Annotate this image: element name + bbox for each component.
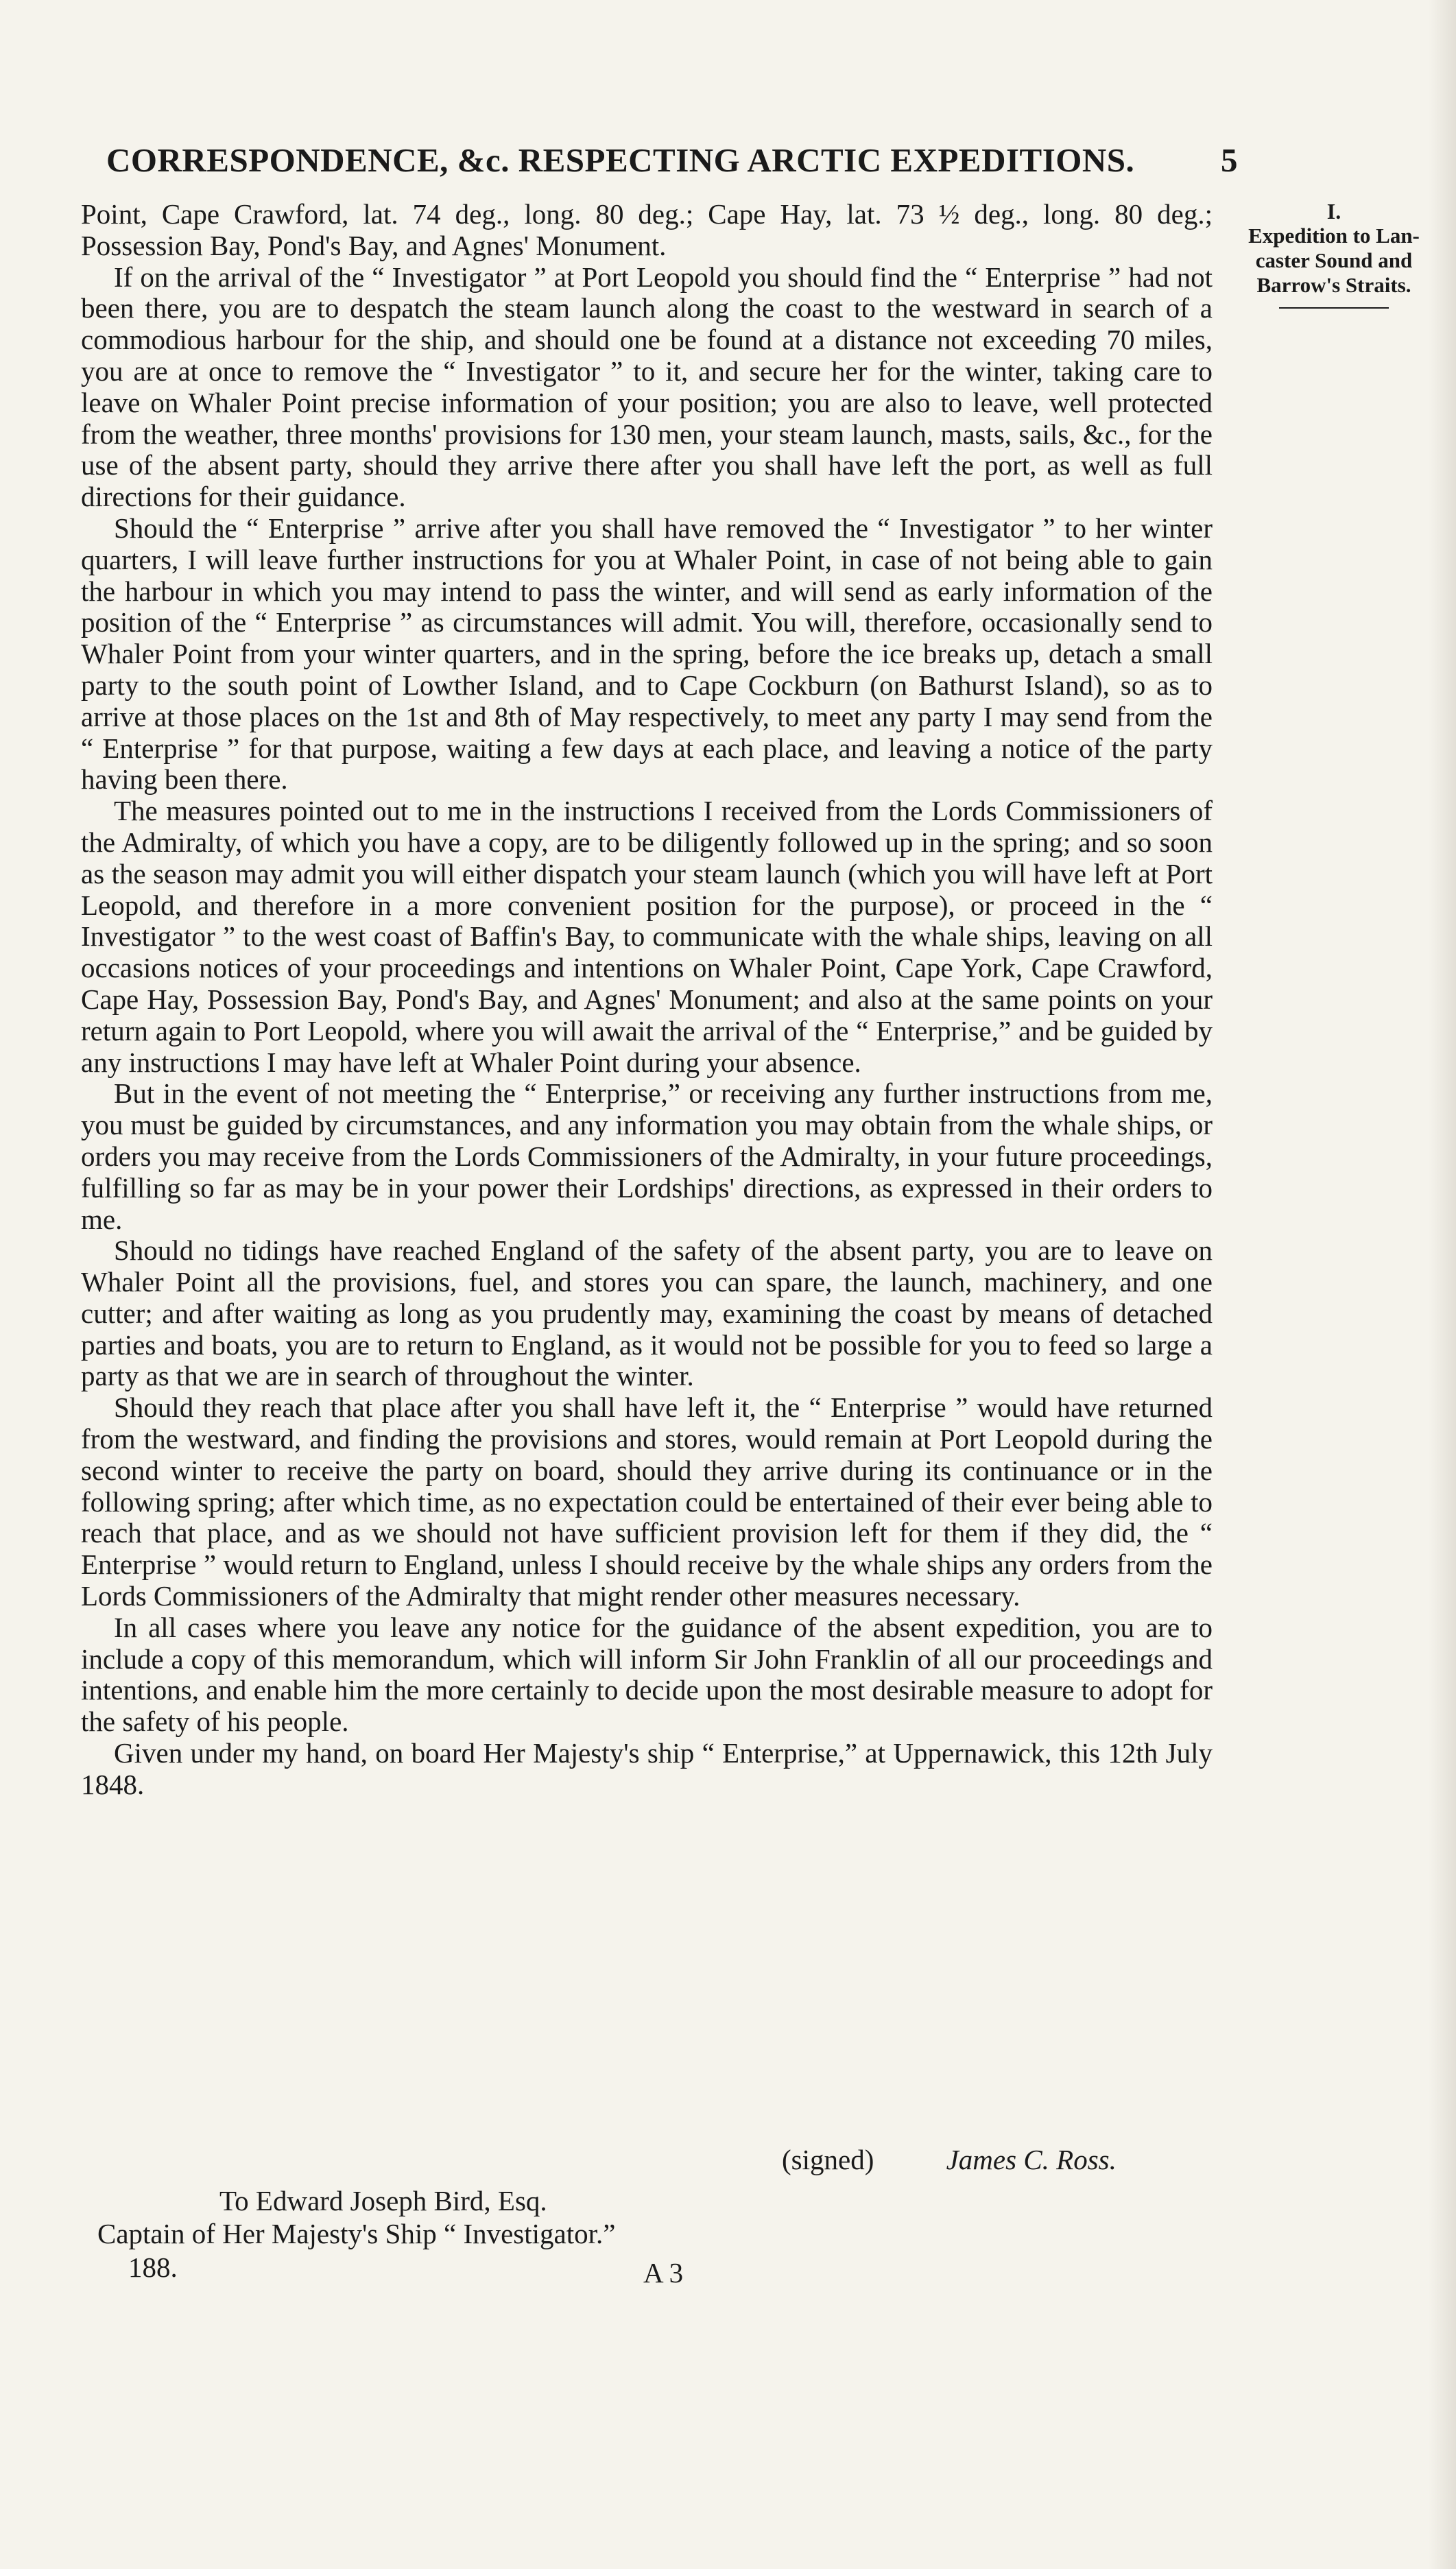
page-number: 5: [1221, 141, 1238, 179]
document-number: 188.: [128, 2251, 178, 2283]
paragraph-8: In all cases where you leave any notice for the guidance of the absent expedition, you are to include a copy of this memorandum, which will inform Sir John Franklin of all our proceedings and intentions, and enable him the more certainly to decide upon the most desirable measure to adopt for the safety of his people.: [81, 1611, 1213, 1738]
margin-note-rule: [1279, 307, 1389, 309]
margin-note-line-1: Expedition to Lan-: [1248, 224, 1420, 248]
paragraph-7: Should they reach that place after you shall have left it, the “ Enterprise ” would have returned from the westward, and finding the provisions and stores, would remain at Port Leopold during the second winter to receive the party on board, should they arrive during its continuance or in the following spring; after which time, as no expectation could be entertained of their ever being able to reach that place, and as we should not have sufficient provision left for them if they did, the “ Enterprise ” would return to England, unless I should receive by the whale ships any orders from the Lords Commissioners of the Admiralty that might render other measures necessary.: [81, 1391, 1213, 1612]
running-header: [106, 141, 1238, 180]
addressee-line-1: To Edward Joseph Bird, Esq.: [219, 2185, 547, 2216]
margin-note: [1224, 199, 1444, 309]
margin-note-number: I.: [1326, 199, 1341, 224]
paragraph-6: Should no tidings have reached England of the safety of the absent party, you are to leave on Whaler Point all the provisions, fuel, and stores you can spare, the launch, machinery, and one cutter; and after waiting as long as you prudently may, examining the coast by means of detached parties and boats, you are to return to England, as it would not be possible for you to feed so large a party as that we are in search of throughout the winter.: [81, 1234, 1213, 1392]
addressee-line-2: Captain of Her Majesty's Ship “ Investigator.”: [97, 2218, 616, 2249]
signature-line: [782, 2143, 1117, 2176]
body-text: [81, 199, 1213, 1801]
paragraph-1: Point, Cape Crawford, lat. 74 deg., long. 80 deg.; Cape Hay, lat. 73 ½ deg., long. 80 deg.; Possession Bay, Pond's Bay, and Agnes' Monument.: [81, 198, 1213, 261]
signed-label: (signed): [782, 2144, 874, 2175]
printer-signature-mark: A 3: [643, 2257, 684, 2289]
paragraph-2: If on the arrival of the “ Investigator ” at Port Leopold you should find the “ Enterprise ” had not been there, you are to despatch the steam launch along the coast to the westward in search of a commodious harbour for the ship, and should one be found at a distance not exceeding 70 miles, you are at once to remove the “ Investigator ” to it, and secure her for the winter, taking care to leave on Whaler Point precise information of your position; you are also to leave, well protected from the weather, three months' provisions for 130 men, your steam launch, masts, sails, &c., for the use of the absent party, should they arrive there after you shall have left the port, as well as full directions for their guidance.: [81, 261, 1213, 513]
paragraph-5: But in the event of not meeting the “ Enterprise,” or receiving any further instructions from me, you must be guided by circumstances, and any information you may obtain from the whale ships, or orders you may receive from the Lords Commissioners of the Admiralty, in your future proceedings, fulfilling so far as may be in your power their Lordships' directions, as expressed in their orders to me.: [81, 1077, 1213, 1235]
margin-note-line-2: caster Sound and: [1255, 248, 1413, 272]
page-edge-shadow: [1429, 0, 1456, 2569]
paragraph-9: Given under my hand, on board Her Majesty's ship “ Enterprise,” at Uppernawick, this 12th July 1848.: [81, 1737, 1213, 1800]
paragraph-4: The measures pointed out to me in the instructions I received from the Lords Commissioners of the Admiralty, of which you have a copy, are to be diligently followed up in the spring; and so soon as the season may admit you will either dispatch your steam launch (which you will have left at Port Leopold, and therefore in a more convenient position for the purpose), or proceed in the “ Investigator ” to the west coast of Baffin's Bay, to communicate with the whale ships, leaving on all occasions notices of your proceedings and intentions on Whaler Point, Cape York, Cape Crawford, Cape Hay, Possession Bay, Pond's Bay, and Agnes' Monument; and also at the same points on your return again to Port Leopold, where you will await the arrival of the “ Enterprise,” and be guided by any instructions I may have left at Whaler Point during your absence.: [81, 795, 1213, 1078]
header-title: CORRESPONDENCE, &c. RESPECTING ARCTIC EXPEDITIONS.: [106, 141, 1135, 179]
paragraph-3: Should the “ Enterprise ” arrive after you shall have removed the “ Investigator ” to her winter quarters, I will leave further instructions for you at Whaler Point, in case of not being able to gain the harbour in which you may intend to pass the winter, and will send as early information of the position of the “ Enterprise ” as circumstances will admit. You will, therefore, occasionally send to Whaler Point from your winter quarters, and in the spring, before the ice breaks up, detach a small party to the south point of Lowther Island, and to Cape Cockburn (on Bathurst Island), so as to arrive at those places on the 1st and 8th of May respectively, to meet any party I may send from the “ Enterprise ” for that purpose, waiting a few days at each place, and leaving a notice of the party having been there.: [81, 512, 1213, 796]
margin-note-line-3: Barrow's Straits.: [1256, 273, 1411, 297]
signatory-name: James C. Ross.: [946, 2144, 1117, 2175]
